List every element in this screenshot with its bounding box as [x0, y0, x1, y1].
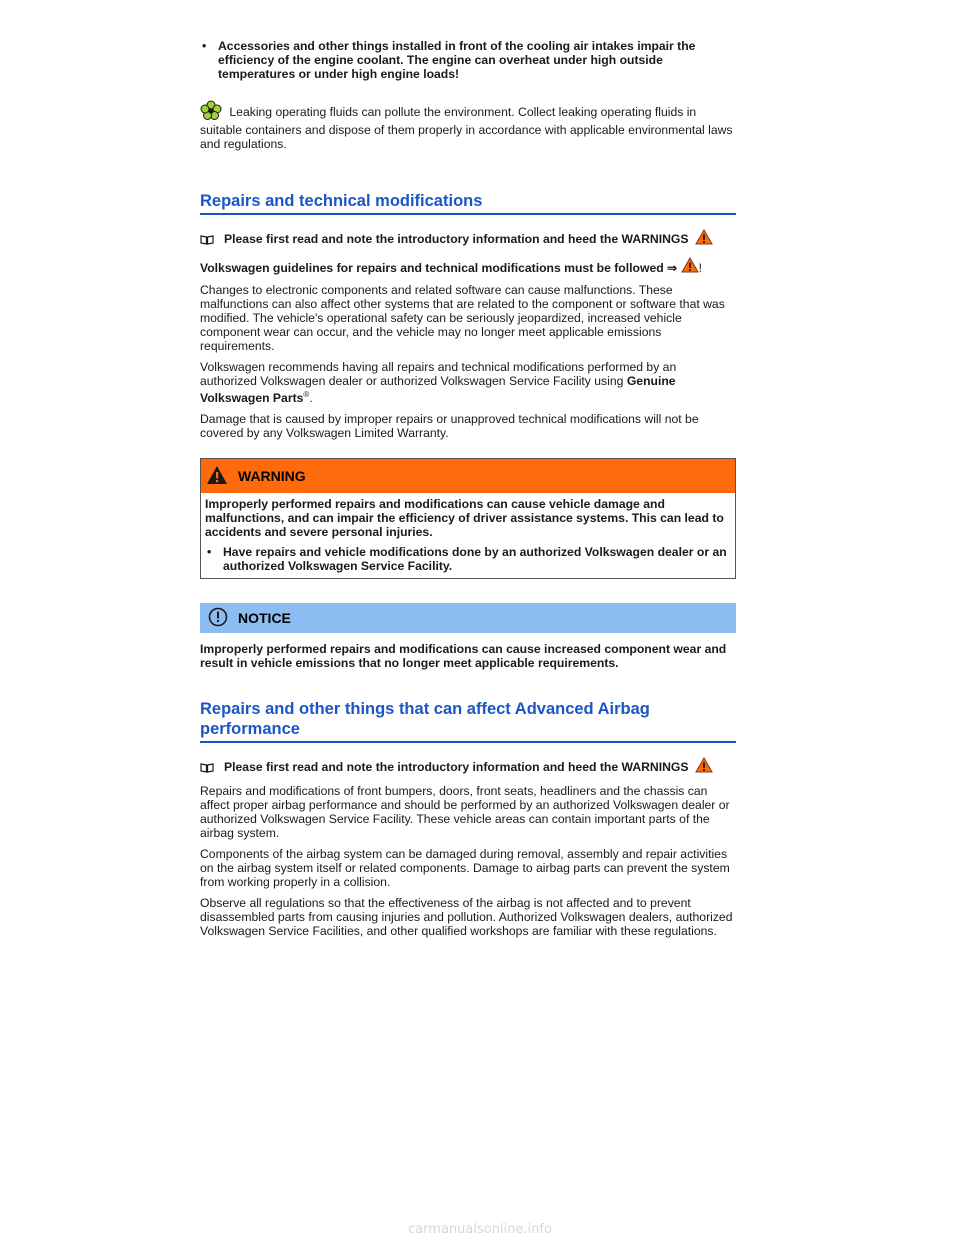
cooling-air-bullet: • Accessories and other things installed in front of the cooling air intakes impair the efficiency of the engine coolant. The engine can overheat under high outside temperatures or under high engine loads!	[200, 39, 736, 81]
warning-body	[201, 493, 735, 578]
recommendation-paragraph: Volkswagen recommends having all repairs and technical modifications performed by an authorized Volkswagen dealer or authorized Volkswagen Service Facility using Genuine Volkswagen Parts®.	[200, 360, 677, 406]
notice-header: NOTICE	[200, 603, 736, 633]
notice-exclamation-icon	[208, 607, 228, 630]
environment-note: Leaking operating fluids can pollute the environment. Collect leaking operating fluids in suitable containers and dispose of them properly in accordance with applicable environmental laws and regulations.	[200, 100, 736, 151]
airbag-paragraph-3: Observe all regulations so that the effectiveness of the airbag is not affected and to prevent disassembled parts from causing injuries and pollution. Authorized Volkswagen dealers, authorized Volkswagen Service Facilities, and other qualified workshops are familiar with these regulations.	[200, 896, 733, 939]
book-icon	[200, 762, 214, 776]
book-icon	[200, 234, 214, 248]
environment-flower-icon	[200, 100, 222, 123]
notice-text: Improperly performed repairs and modifications can cause increased component wear and result in vehicle emissions that no longer meet applicable requirements.	[200, 642, 727, 671]
airbag-paragraph-2: Components of the airbag system can be damaged during removal, assembly and repair activities on the airbag system itself or related components. Damage to airbag parts can prevent the system from working properly in a collision.	[200, 847, 730, 890]
section-heading-airbag: Repairs and other things that can affect Advanced Airbag performance	[200, 699, 736, 743]
warning-text: Improperly performed repairs and modifications can cause vehicle damage and malfunctions, and can impair the efficiency of driver assistance systems. This can lead to accidents and severe personal injuries.	[205, 497, 724, 540]
electronics-paragraph: Changes to electronic components and related software can cause malfunctions. These malfunctions can also affect other systems that are related to the component or software that was modified. The vehicle's operational safety can be seriously jeopardized, increased vehicle component wear can occur, and the vehicle may no longer meet applicable emissions requirements.	[200, 283, 725, 353]
warning-bullet: • Have repairs and vehicle modifications done by an authorized Volkswagen dealer or an authorized Volkswagen Service Facility.	[205, 545, 731, 573]
warning-box	[200, 458, 736, 579]
airbag-paragraph-1: Repairs and modifications of front bumpers, doors, front seats, headliners and the chassis can affect proper airbag performance and should be performed by an authorized Volkswagen dealer or authorized Volkswagen Service Facility. These vehicle areas can contain important parts of the airbag system.	[200, 784, 730, 841]
manual-page	[200, 0, 736, 938]
section-heading-repairs: Repairs and technical modifications	[200, 191, 736, 215]
warning-triangle-icon[interactable]	[695, 229, 713, 248]
guideline-line: Volkswagen guidelines for repairs and technical modifications must be followed ⇒ !	[200, 257, 736, 276]
warranty-paragraph: Damage that is caused by improper repairs or unapproved technical modifications will not be covered by any Volkswagen Limited Warranty.	[200, 412, 699, 441]
notice-box	[200, 603, 736, 670]
intro-reference-line-2: Please first read and note the introductory information and heed the WARNINGS	[200, 757, 736, 776]
warning-triangle-icon	[206, 465, 228, 488]
warning-header: WARNING	[201, 459, 735, 493]
watermark: carmanualsonline.info	[408, 1222, 552, 1237]
intro-reference-line: Please first read and note the introductory information and heed the WARNINGS	[200, 229, 736, 248]
warning-triangle-link-icon[interactable]	[681, 257, 699, 276]
warning-triangle-icon[interactable]	[695, 757, 713, 776]
